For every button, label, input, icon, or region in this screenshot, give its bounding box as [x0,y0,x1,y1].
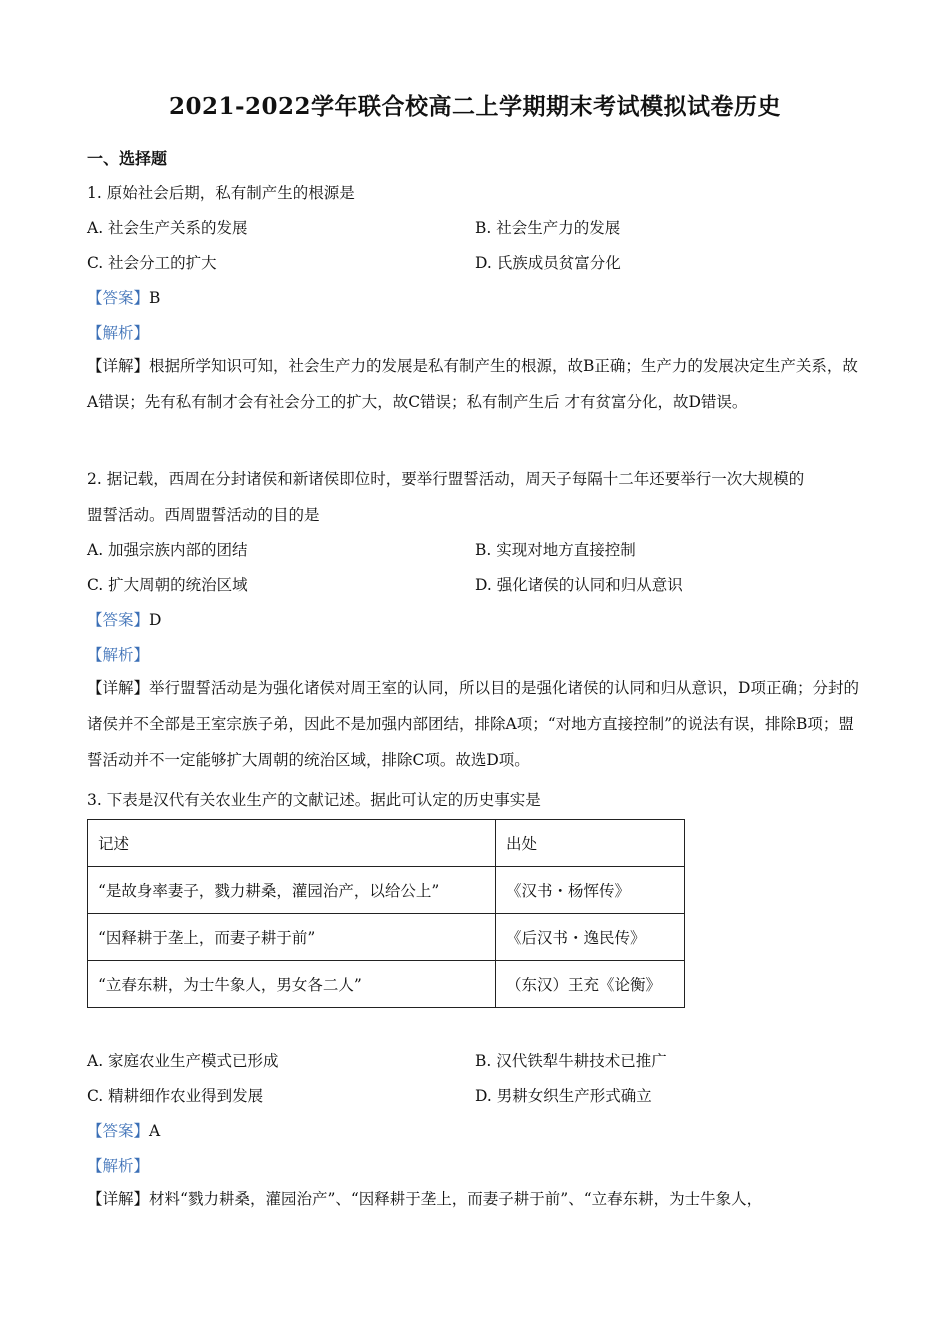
q3-option-b: B. 汉代铁犁牛耕技术已推广 [475,1052,667,1070]
q3-option-a: A. 家庭农业生产模式已形成 [87,1052,279,1070]
question-1-stem: 1. 原始社会后期，私有制产生的根源是 [87,184,355,202]
detail-text: 举行盟誓活动是为强化诸侯对周王室的认同，所以目的是强化诸侯的认同和归从意识，D项正确；分封的诸侯并不全部是王室宗族子弟，因此不是加强内部团结，排除A项；“对地方直接控制”的说法有误，排除B项；盟誓活动并不一定能够扩大周朝的统治区域，排除C项。故选D项。 [87,679,859,769]
q1-option-b: B. 社会生产力的发展 [475,219,621,237]
question-3-stem: 3. 下表是汉代有关农业生产的文献记述。据此可认定的历史事实是 [87,791,541,809]
q3-option-c: C. 精耕细作农业得到发展 [87,1087,264,1105]
detail-tag: 【详解】 [87,357,150,375]
table-cell-record: “因释耕于垄上，而妻子耕于前” [88,914,496,961]
table-cell-source: 《后汉书・逸民传》 [496,914,685,961]
answer-value: B [149,289,161,307]
q1-detail [87,348,862,420]
table-cell-record: “是故身率妻子，戮力耕桑，灌园治产，以给公上” [88,867,496,914]
table-header-record: 记述 [88,820,496,867]
q1-answer [87,286,160,308]
detail-text: 根据所学知识可知，社会生产力的发展是私有制产生的根源，故B正确；生产力的发展决定生产关系，故A错误；先有私有制才会有社会分工的扩大，故C错误；私有制产生后 才有贫富分化，故D错误。 [87,357,858,411]
table-header-row [88,820,685,867]
section-heading: 一、选择题 [87,149,168,168]
table-cell-source: （东汉）王充《论衡》 [496,961,685,1008]
page-title: 2021-2022学年联合校高二上学期期末考试模拟试卷历史 [168,93,782,120]
answer-value: A [149,1122,161,1140]
q2-analysis-tag: 【解析】 [87,646,150,664]
source-table [87,819,685,1008]
q2-option-b: B. 实现对地方直接控制 [475,541,636,559]
q2-answer [87,608,161,630]
q2-option-d: D. 强化诸侯的认同和归从意识 [475,576,683,594]
q3-option-d: D. 男耕女织生产形式确立 [475,1087,652,1105]
q1-option-d: D. 氏族成员贫富分化 [475,254,621,272]
detail-tag: 【详解】 [87,679,150,697]
q3-analysis-tag: 【解析】 [87,1157,150,1175]
detail-tag: 【详解】 [87,1190,150,1208]
table-row [88,914,685,961]
table-cell-source: 《汉书・杨恽传》 [496,867,685,914]
q1-option-c: C. 社会分工的扩大 [87,254,217,272]
question-2-stem-line2: 盟誓活动。西周盟誓活动的目的是 [87,506,320,524]
detail-text: 材料“戮力耕桑，灌园治产”、“因释耕于垄上，而妻子耕于前”、“立春东耕，为士牛象人， [149,1190,763,1208]
answer-tag: 【答案】 [87,611,150,629]
table-cell-record: “立春东耕，为士牛象人，男女各二人” [88,961,496,1008]
q3-answer [87,1119,160,1141]
q2-option-c: C. 扩大周朝的统治区域 [87,576,248,594]
table-row [88,867,685,914]
q2-option-a: A. 加强宗族内部的团结 [87,541,248,559]
table-row [88,961,685,1008]
q3-detail [87,1181,862,1217]
table-header-source: 出处 [496,820,685,867]
answer-value: D [149,611,162,629]
q1-analysis-tag: 【解析】 [87,324,150,342]
q1-option-a: A. 社会生产关系的发展 [87,219,248,237]
answer-tag: 【答案】 [87,1122,150,1140]
q2-detail [87,670,862,778]
answer-tag: 【答案】 [87,289,150,307]
question-2-stem-line1: 2. 据记载，西周在分封诸侯和新诸侯即位时，要举行盟誓活动，周天子每隔十二年还要举行一次大规模的 [87,470,805,488]
